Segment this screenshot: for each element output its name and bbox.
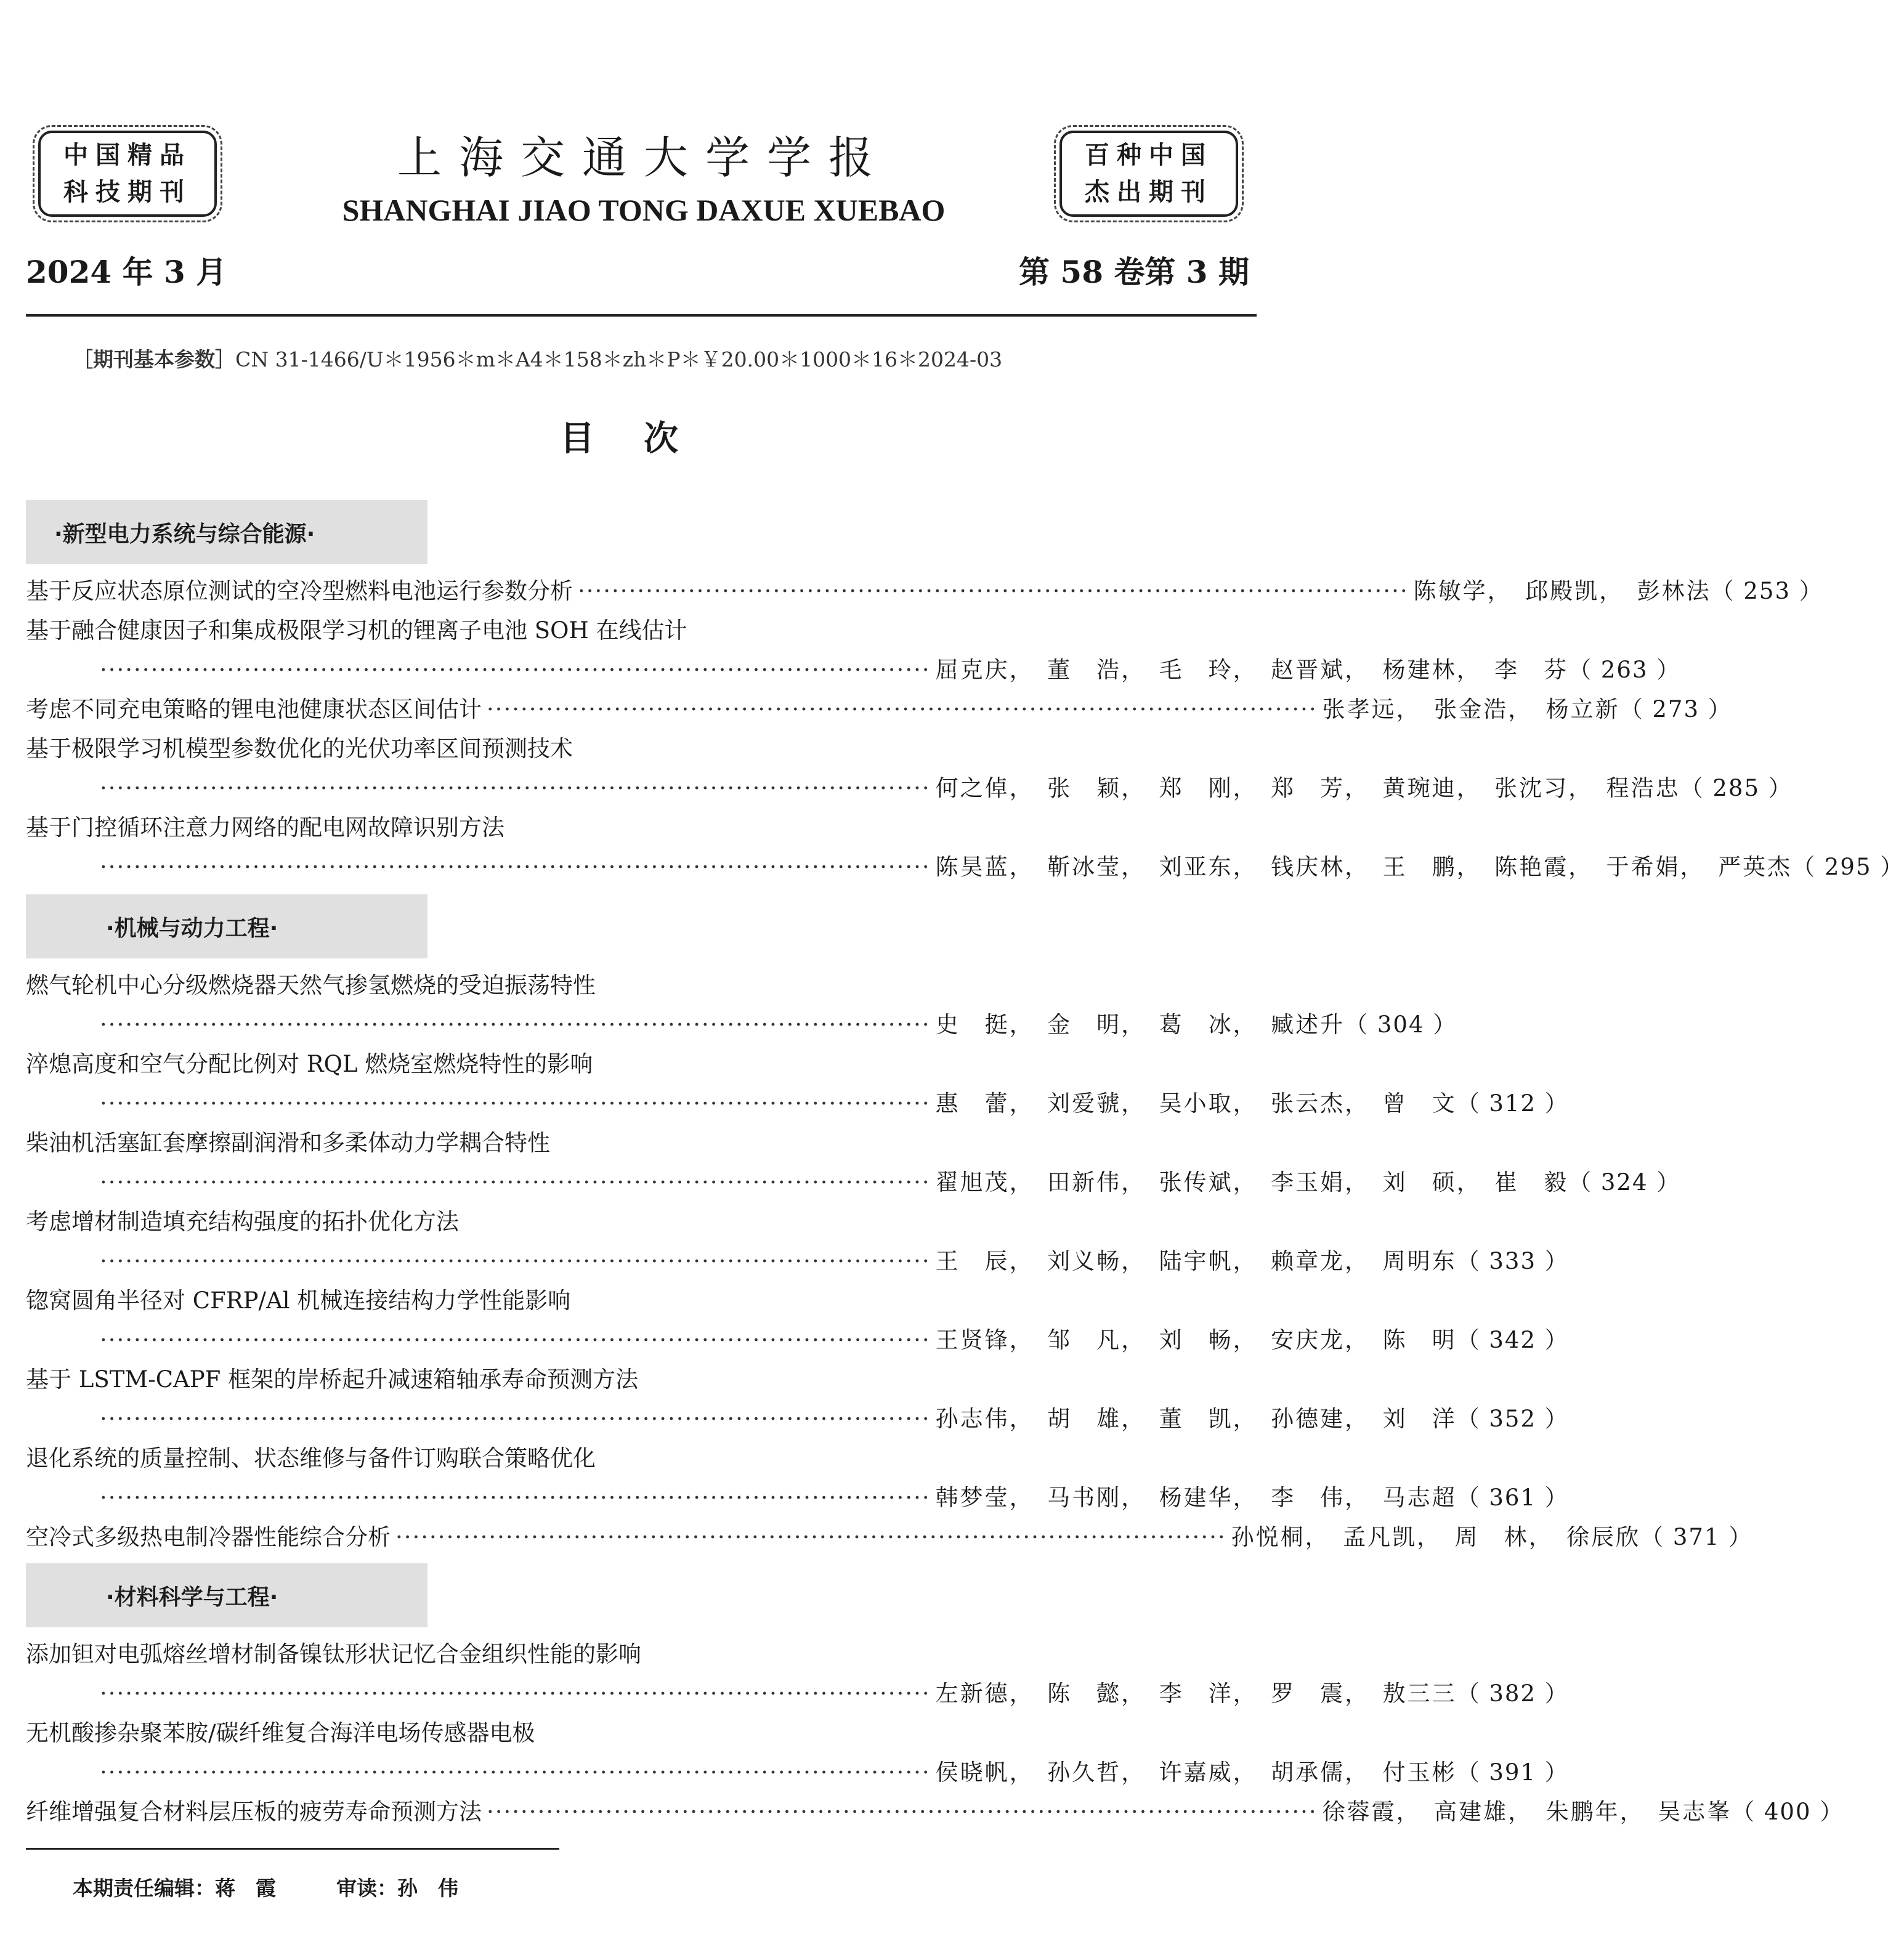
toc-entry[interactable] — [26, 572, 1823, 611]
leader-dots: ·································································································· — [100, 1327, 931, 1353]
entry-page: （ 253 ） — [1711, 578, 1823, 604]
toc-entry[interactable] — [26, 1753, 1569, 1792]
toc-entry-title[interactable]: 基于融合健康因子和集成极限学习机的锂离子电池 SOH 在线估计 — [26, 617, 687, 644]
entry-page: （ 391 ） — [1456, 1759, 1569, 1786]
toc-entry[interactable] — [26, 1321, 1569, 1360]
toc-entry[interactable] — [26, 1005, 1457, 1045]
leader-dots: ·································································································· — [100, 1406, 931, 1432]
entry-authors: 张孝远， 张金浩， 杨立新 — [1322, 696, 1620, 723]
section-title: ·机械与动力工程· — [106, 915, 278, 941]
entry-authors: 翟旭茂， 田新伟， 张传斌， 李玉娟， 刘 硕， 崔 毅 — [935, 1169, 1569, 1196]
toc-entry-title[interactable]: 淬熄高度和空气分配比例对 RQL 燃烧室燃烧特性的影响 — [26, 1051, 593, 1077]
entry-authors: 屈克庆， 董 浩， 毛 玲， 赵晋斌， 杨建林， 李 芬 — [935, 657, 1569, 683]
toc-entry-title[interactable]: 基于门控循环注意力网络的配电网故障识别方法 — [26, 814, 504, 841]
toc-entry-title[interactable]: 燃气轮机中心分级燃烧器天然气掺氢燃烧的受迫振荡特性 — [26, 972, 596, 998]
leader-dots: ·································································································· — [100, 775, 931, 801]
entry-authors: 韩梦莹， 马书刚， 杨建华， 李 伟， 马志超 — [935, 1484, 1457, 1511]
section-header-materials — [26, 1563, 427, 1627]
toc-entry-title[interactable]: 锪窝圆角半径对 CFRP/Al 机械连接结构力学性能影响 — [26, 1287, 571, 1314]
leader-dots: ·································································································· — [100, 1759, 931, 1786]
journal-params — [73, 344, 1002, 373]
leader-dots: ·································································································· — [100, 1248, 931, 1274]
params-value: CN 31-1466/U＊1956＊m＊A4＊158＊zh＊P＊￥20.00＊1000＊16＊2024-03 — [235, 347, 1003, 371]
leader-dots: ·································································································· — [487, 1799, 1318, 1825]
responsible-editor: 本期责任编辑：蒋 霞 — [73, 1876, 276, 1900]
leader-dots: ·································································································· — [100, 1169, 931, 1196]
entry-title: 纤维增强复合材料层压板的疲劳寿命预测方法 — [26, 1799, 482, 1825]
entry-page: （ 361 ） — [1456, 1484, 1569, 1511]
toc-entry-title[interactable]: 基于极限学习机模型参数优化的光伏功率区间预测技术 — [26, 735, 573, 762]
entry-authors: 王 辰， 刘义畅， 陆宇帆， 赖章龙， 周明东 — [935, 1248, 1457, 1274]
contents-title: 目次 — [560, 419, 727, 459]
toc-entry[interactable] — [26, 1242, 1569, 1281]
entry-authors: 侯晓帆， 孙久哲， 许嘉威， 胡承儒， 付玉彬 — [935, 1759, 1457, 1786]
entry-page: （ 312 ） — [1456, 1090, 1569, 1117]
leader-dots: ·································································································· — [578, 578, 1409, 604]
leader-dots: ·································································································· — [395, 1524, 1226, 1550]
section-header-mechanical — [26, 894, 427, 958]
entry-page: （ 352 ） — [1456, 1406, 1569, 1432]
toc-entry[interactable] — [26, 848, 1904, 887]
seal-line-1: 中国精品 — [63, 141, 192, 169]
params-label: ［期刊基本参数］ — [73, 347, 235, 371]
entry-authors: 陈昊蓝， 靳冰莹， 刘亚东， 钱庆林， 王 鹏， 陈艳霞， 于希娟， 严英杰 — [935, 854, 1793, 880]
entry-authors: 何之倬， 张 颖， 郑 刚， 郑 芳， 黄琬迪， 张沈习， 程浩忠 — [935, 775, 1680, 801]
seal-line-1: 百种中国 — [1085, 141, 1213, 169]
section-title: ·新型电力系统与综合能源· — [54, 521, 315, 547]
toc-entry[interactable] — [26, 1478, 1569, 1518]
entry-page: （ 304 ） — [1345, 1011, 1457, 1038]
entry-page: （ 342 ） — [1456, 1327, 1569, 1353]
leader-dots: ·································································································· — [100, 1090, 931, 1117]
toc-entry-title[interactable]: 基于 LSTM-CAPF 框架的岸桥起升减速箱轴承寿命预测方法 — [26, 1366, 639, 1393]
entry-authors: 惠 蕾， 刘爱虢， 吴小取， 张云杰， 曾 文 — [935, 1090, 1457, 1117]
toc-entry[interactable] — [26, 1792, 1844, 1832]
leader-dots: ·································································································· — [100, 657, 931, 683]
entry-title: 空冷式多级热电制冷器性能综合分析 — [26, 1524, 391, 1550]
toc-entry[interactable] — [26, 1674, 1569, 1714]
toc-entry[interactable] — [26, 769, 1793, 808]
entry-page: （ 263 ） — [1568, 657, 1681, 683]
entry-authors: 孙悦桐， 孟凡凯， 周 林， 徐辰欣 — [1231, 1524, 1641, 1550]
seal-line-2: 科技期刊 — [63, 178, 192, 206]
header-rule — [26, 314, 1257, 317]
toc-entry-title[interactable]: 柴油机活塞缸套摩擦副润滑和多柔体动力学耦合特性 — [26, 1130, 550, 1156]
section-header-power — [26, 500, 427, 564]
entry-page: （ 333 ） — [1456, 1248, 1569, 1274]
toc-entry-title[interactable]: 添加钽对电弧熔丝增材制备镍钛形状记忆合金组织性能的影响 — [26, 1641, 641, 1667]
entry-authors: 陈敏学， 邱殿凯， 彭林法 — [1413, 578, 1711, 604]
entry-authors: 王贤锋， 邹 凡， 刘 畅， 安庆龙， 陈 明 — [935, 1327, 1457, 1353]
toc-entry-title[interactable]: 无机酸掺杂聚苯胺/碳纤维复合海洋电场传感器电极 — [26, 1720, 535, 1746]
toc-entry-title[interactable]: 考虑增材制造填充结构强度的拓扑优化方法 — [26, 1208, 459, 1235]
section-title: ·材料科学与工程· — [106, 1584, 278, 1610]
leader-dots: ·································································································· — [487, 696, 1318, 723]
entry-page: （ 285 ） — [1680, 775, 1793, 801]
toc-entry[interactable] — [26, 690, 1732, 729]
journal-title-cn: 上海交通大学学报 — [397, 132, 890, 184]
toc-entry[interactable] — [26, 1163, 1681, 1202]
reviewer: 审读：孙 伟 — [336, 1876, 458, 1900]
issue-volume: 第 58 卷第 3 期 — [1019, 254, 1249, 290]
entry-authors: 孙志伟， 胡 雄， 董 凯， 孙德建， 刘 洋 — [935, 1406, 1457, 1432]
entry-authors: 史 挺， 金 明， 葛 冰， 臧述升 — [935, 1011, 1345, 1038]
leader-dots: ·································································································· — [100, 854, 931, 880]
entry-title: 基于反应状态原位测试的空冷型燃料电池运行参数分析 — [26, 578, 573, 604]
leader-dots: ·································································································· — [100, 1011, 931, 1038]
leader-dots: ·································································································· — [100, 1680, 931, 1707]
entry-page: （ 400 ） — [1732, 1799, 1844, 1825]
entry-authors: 徐蓉霞， 高建雄， 朱鹏年， 吴志峯 — [1322, 1799, 1732, 1825]
toc-entry[interactable] — [26, 1518, 1753, 1557]
entry-title: 考虑不同充电策略的锂电池健康状态区间估计 — [26, 696, 482, 723]
entry-authors: 左新德， 陈 懿， 李 洋， 罗 震， 敖三三 — [935, 1680, 1457, 1707]
toc-entry-title[interactable]: 退化系统的质量控制、状态维修与备件订购联合策略优化 — [26, 1445, 596, 1471]
toc-entry[interactable] — [26, 650, 1681, 690]
seal-line-2: 杰出期刊 — [1085, 178, 1213, 206]
issue-date: 2024 年 3 月 — [26, 254, 227, 290]
toc-entry[interactable] — [26, 1084, 1569, 1123]
entry-page: （ 382 ） — [1456, 1680, 1569, 1707]
leader-dots: ·································································································· — [100, 1484, 931, 1511]
toc-entry[interactable] — [26, 1399, 1569, 1439]
entry-page: （ 295 ） — [1792, 854, 1904, 880]
journal-title-en: SHANGHAI JIAO TONG DAXUE XUEBAO — [342, 193, 946, 227]
entry-page: （ 371 ） — [1640, 1524, 1753, 1550]
entry-page: （ 273 ） — [1619, 696, 1732, 723]
footer-rule — [26, 1848, 559, 1850]
entry-page: （ 324 ） — [1568, 1169, 1681, 1196]
